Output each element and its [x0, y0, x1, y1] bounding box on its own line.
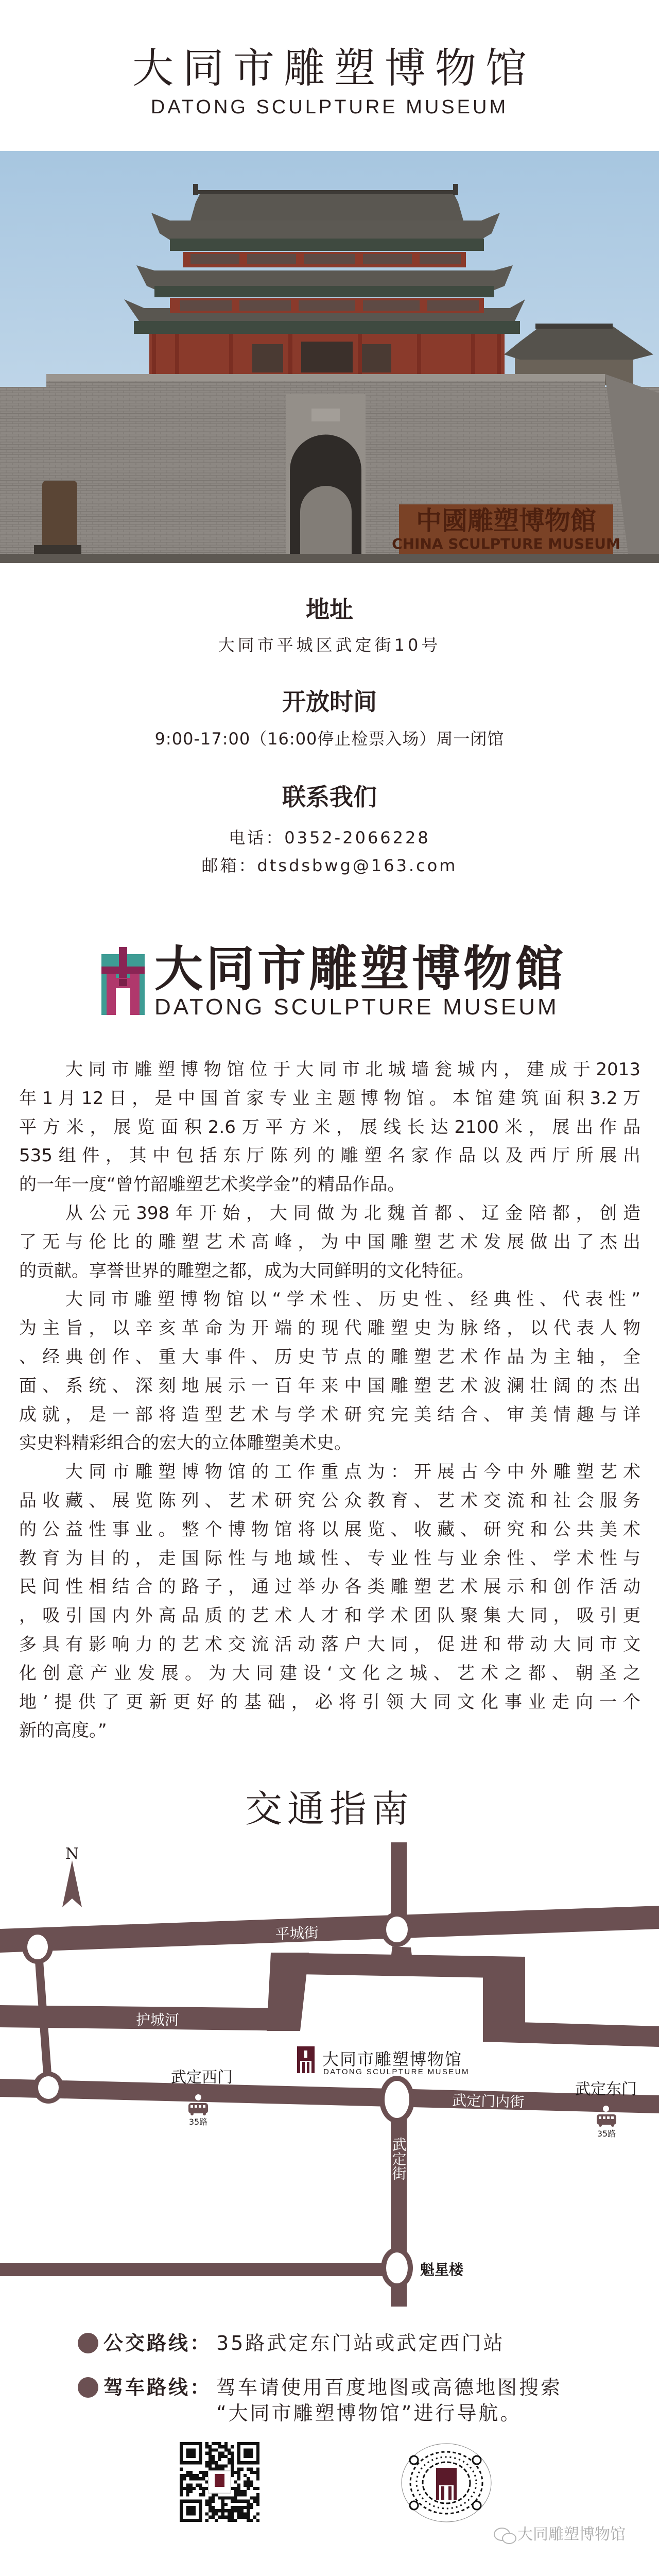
transport-heading: 交通指南 — [245, 1787, 414, 1831]
wechat-qr-code[interactable] — [175, 2442, 265, 2522]
about-paragraph-line: 的一年一度“曾竹韶雕塑艺术奖学金”的精品作品。 — [19, 1174, 405, 1195]
bus-stop-dot — [603, 2106, 609, 2112]
bullet-icon — [78, 2377, 98, 2398]
about-paragraph-line: 从公元398年开始，大同做为北魏首都、辽金陪都，创造 — [65, 1203, 640, 1224]
label-east-gate: 武定东门 — [575, 2080, 637, 2098]
museum-photo — [0, 151, 659, 563]
about-paragraph-line: 实史料精彩组合的宏大的立体雕塑美术史。 — [19, 1433, 352, 1454]
junction-kuixing — [386, 2252, 408, 2283]
route-map[interactable] — [0, 1829, 659, 2318]
driving-route-value-2: “大同市雕塑博物馆”进行导航。 — [216, 2402, 522, 2425]
driving-route-value: 驾车请使用百度地图或高德地图搜索 — [216, 2376, 563, 2399]
label-wuding-street: 武定街 — [390, 2137, 407, 2180]
map-museum-name: 大同市雕塑博物馆 — [322, 2049, 463, 2069]
about-paragraph-line: 的公益性事业。整个博物馆将以展览、收藏、研究和公共美术 — [19, 1519, 640, 1540]
museum-sign — [392, 504, 620, 554]
about-paragraph-line: 民间性相结合的路子，通过举办各类雕塑艺术展示和创作活动 — [19, 1577, 640, 1598]
north-arrow-icon — [62, 1860, 82, 1907]
about-paragraph-line: 多具有影响力的艺术交流活动落户大同，促进和带动大同市文 — [19, 1634, 640, 1655]
about-paragraph-line: 化创意产业发展。为大同建设‘文化之城、艺术之都、朝圣之 — [19, 1663, 640, 1684]
map-museum-name-en: DATONG SCULPTURE MUSEUM — [323, 2067, 470, 2076]
junction-pingcheng — [386, 1917, 408, 1942]
about-paragraph-line: 新的高度。” — [19, 1720, 107, 1741]
hours-text: 9:00-17:00（16:00停止检票入场）周一闭馆 — [154, 729, 505, 749]
about-paragraph-line: 地’提供了更新更好的基础，必将引领大同文化事业走向一个 — [19, 1691, 640, 1713]
about-paragraph-line: 535组件，其中包括东厅陈列的雕塑名家作品以及西厅所展出 — [19, 1145, 640, 1166]
label-moat: 护城河 — [135, 2011, 180, 2028]
junction-west — [27, 1935, 48, 1959]
label-kuixing: 魁星楼 — [420, 2261, 464, 2278]
sign-text-cn: 中國雕塑博物館 — [416, 506, 596, 536]
about-paragraph-line: 教育为目的，走国际性与地域性、专业性与业余性、学术性与 — [19, 1548, 640, 1569]
moat-connector — [391, 1946, 412, 1956]
phone-text[interactable]: 电话：0352-2066228 — [229, 828, 430, 848]
hours-heading: 开放时间 — [282, 688, 377, 716]
wechat-icon — [494, 2527, 517, 2544]
about-paragraph-line: 平方米，展览面积2.6万平方米，展线长达2100米，展出作品 — [19, 1116, 640, 1138]
bus-route-label: 35路 — [597, 2129, 616, 2139]
north-label: N — [65, 1845, 79, 1863]
museum-logo-icon — [101, 947, 145, 1015]
about-paragraph-line: 大同市雕塑博物馆位于大同市北城墙瓮城内，建成于2013 — [65, 1059, 640, 1080]
mini-program-code[interactable] — [401, 2443, 492, 2522]
about-paragraph-line: 为主旨，以辛亥革命为开端的现代雕塑史为脉络，以代表人物 — [19, 1318, 640, 1339]
about-paragraph-line: 面、系统、深刻地展示一百年来中国雕塑艺术波澜壮阔的杰出 — [19, 1375, 640, 1396]
bus-route-label: 公交路线： — [103, 2332, 212, 2354]
about-paragraph-line: 品收藏、展览陈列、艺术研究公众教育、艺术交流和社会服务 — [19, 1490, 640, 1511]
about-paragraph-line: 成就，是一部将造型艺术与学术研究完美结合、审美情趣与详 — [19, 1404, 640, 1425]
ground — [0, 554, 659, 563]
bus-route-label: 35路 — [188, 2117, 208, 2127]
bus-route-value: 35路武定东门站或武定西门站 — [216, 2332, 505, 2354]
watermark — [494, 2526, 626, 2544]
contact-heading: 联系我们 — [282, 783, 377, 811]
about-paragraph-line: 了无与伦比的雕塑艺术高峰，为中国雕塑艺术发展做出了杰出 — [19, 1231, 640, 1252]
email-link[interactable]: 邮箱：dtsdsbwg@163.com — [201, 856, 458, 875]
label-pingcheng: 平城街 — [275, 1924, 319, 1943]
bus-stop-dot — [195, 2094, 201, 2100]
driving-route-label: 驾车路线： — [103, 2376, 212, 2399]
label-west-gate: 武定西门 — [171, 2069, 233, 2087]
label-wuding-inner: 武定门内街 — [452, 2092, 525, 2111]
address-text: 大同市平城区武定街10号 — [218, 635, 441, 655]
about-paragraph-line: ，吸引国内外高品质的艺术人才和学术团队聚集大同，吸引更 — [19, 1605, 640, 1626]
museum-marker-icon — [297, 2046, 315, 2073]
moat-east — [483, 2021, 659, 2047]
road-wuding-inner — [0, 2079, 659, 2113]
about-paragraph-line: 年1月12日，是中国首家专业主题博物馆。本馆建筑面积3.2万 — [19, 1088, 640, 1109]
watermark-text: 大同雕塑博物馆 — [517, 2526, 626, 2544]
road-south — [0, 2263, 397, 2276]
about-paragraph-line: 、经典创作、重大事件、历史节点的雕塑艺术作品为主轴，全 — [19, 1347, 640, 1367]
bus-icon — [597, 2114, 616, 2127]
bullet-icon — [78, 2333, 98, 2353]
road-pingcheng — [0, 1906, 659, 1953]
sign-text-en: CHINA SCULPTURE MUSEUM — [392, 535, 620, 552]
page-subtitle: DATONG SCULPTURE MUSEUM — [150, 96, 509, 118]
bus-icon — [188, 2103, 208, 2115]
about-paragraph-line: 大同市雕塑博物馆的工作重点为：开展古今中外雕塑艺术 — [65, 1462, 640, 1483]
junction-wuding — [385, 2081, 409, 2118]
address-heading: 地址 — [306, 596, 353, 623]
junction-west-gate — [38, 2076, 59, 2099]
page-title: 大同市雕塑博物馆 — [132, 44, 536, 92]
about-paragraph-line: 的贡献。享誉世界的雕塑之都，成为大同鲜明的文化特征。 — [19, 1260, 474, 1281]
logo-name-cn: 大同市雕塑博物館 — [154, 941, 567, 997]
about-paragraph-line: 大同市雕塑博物馆以“学术性、历史性、经典性、代表性” — [65, 1289, 640, 1310]
logo-name-en: DATONG SCULPTURE MUSEUM — [154, 994, 559, 1020]
